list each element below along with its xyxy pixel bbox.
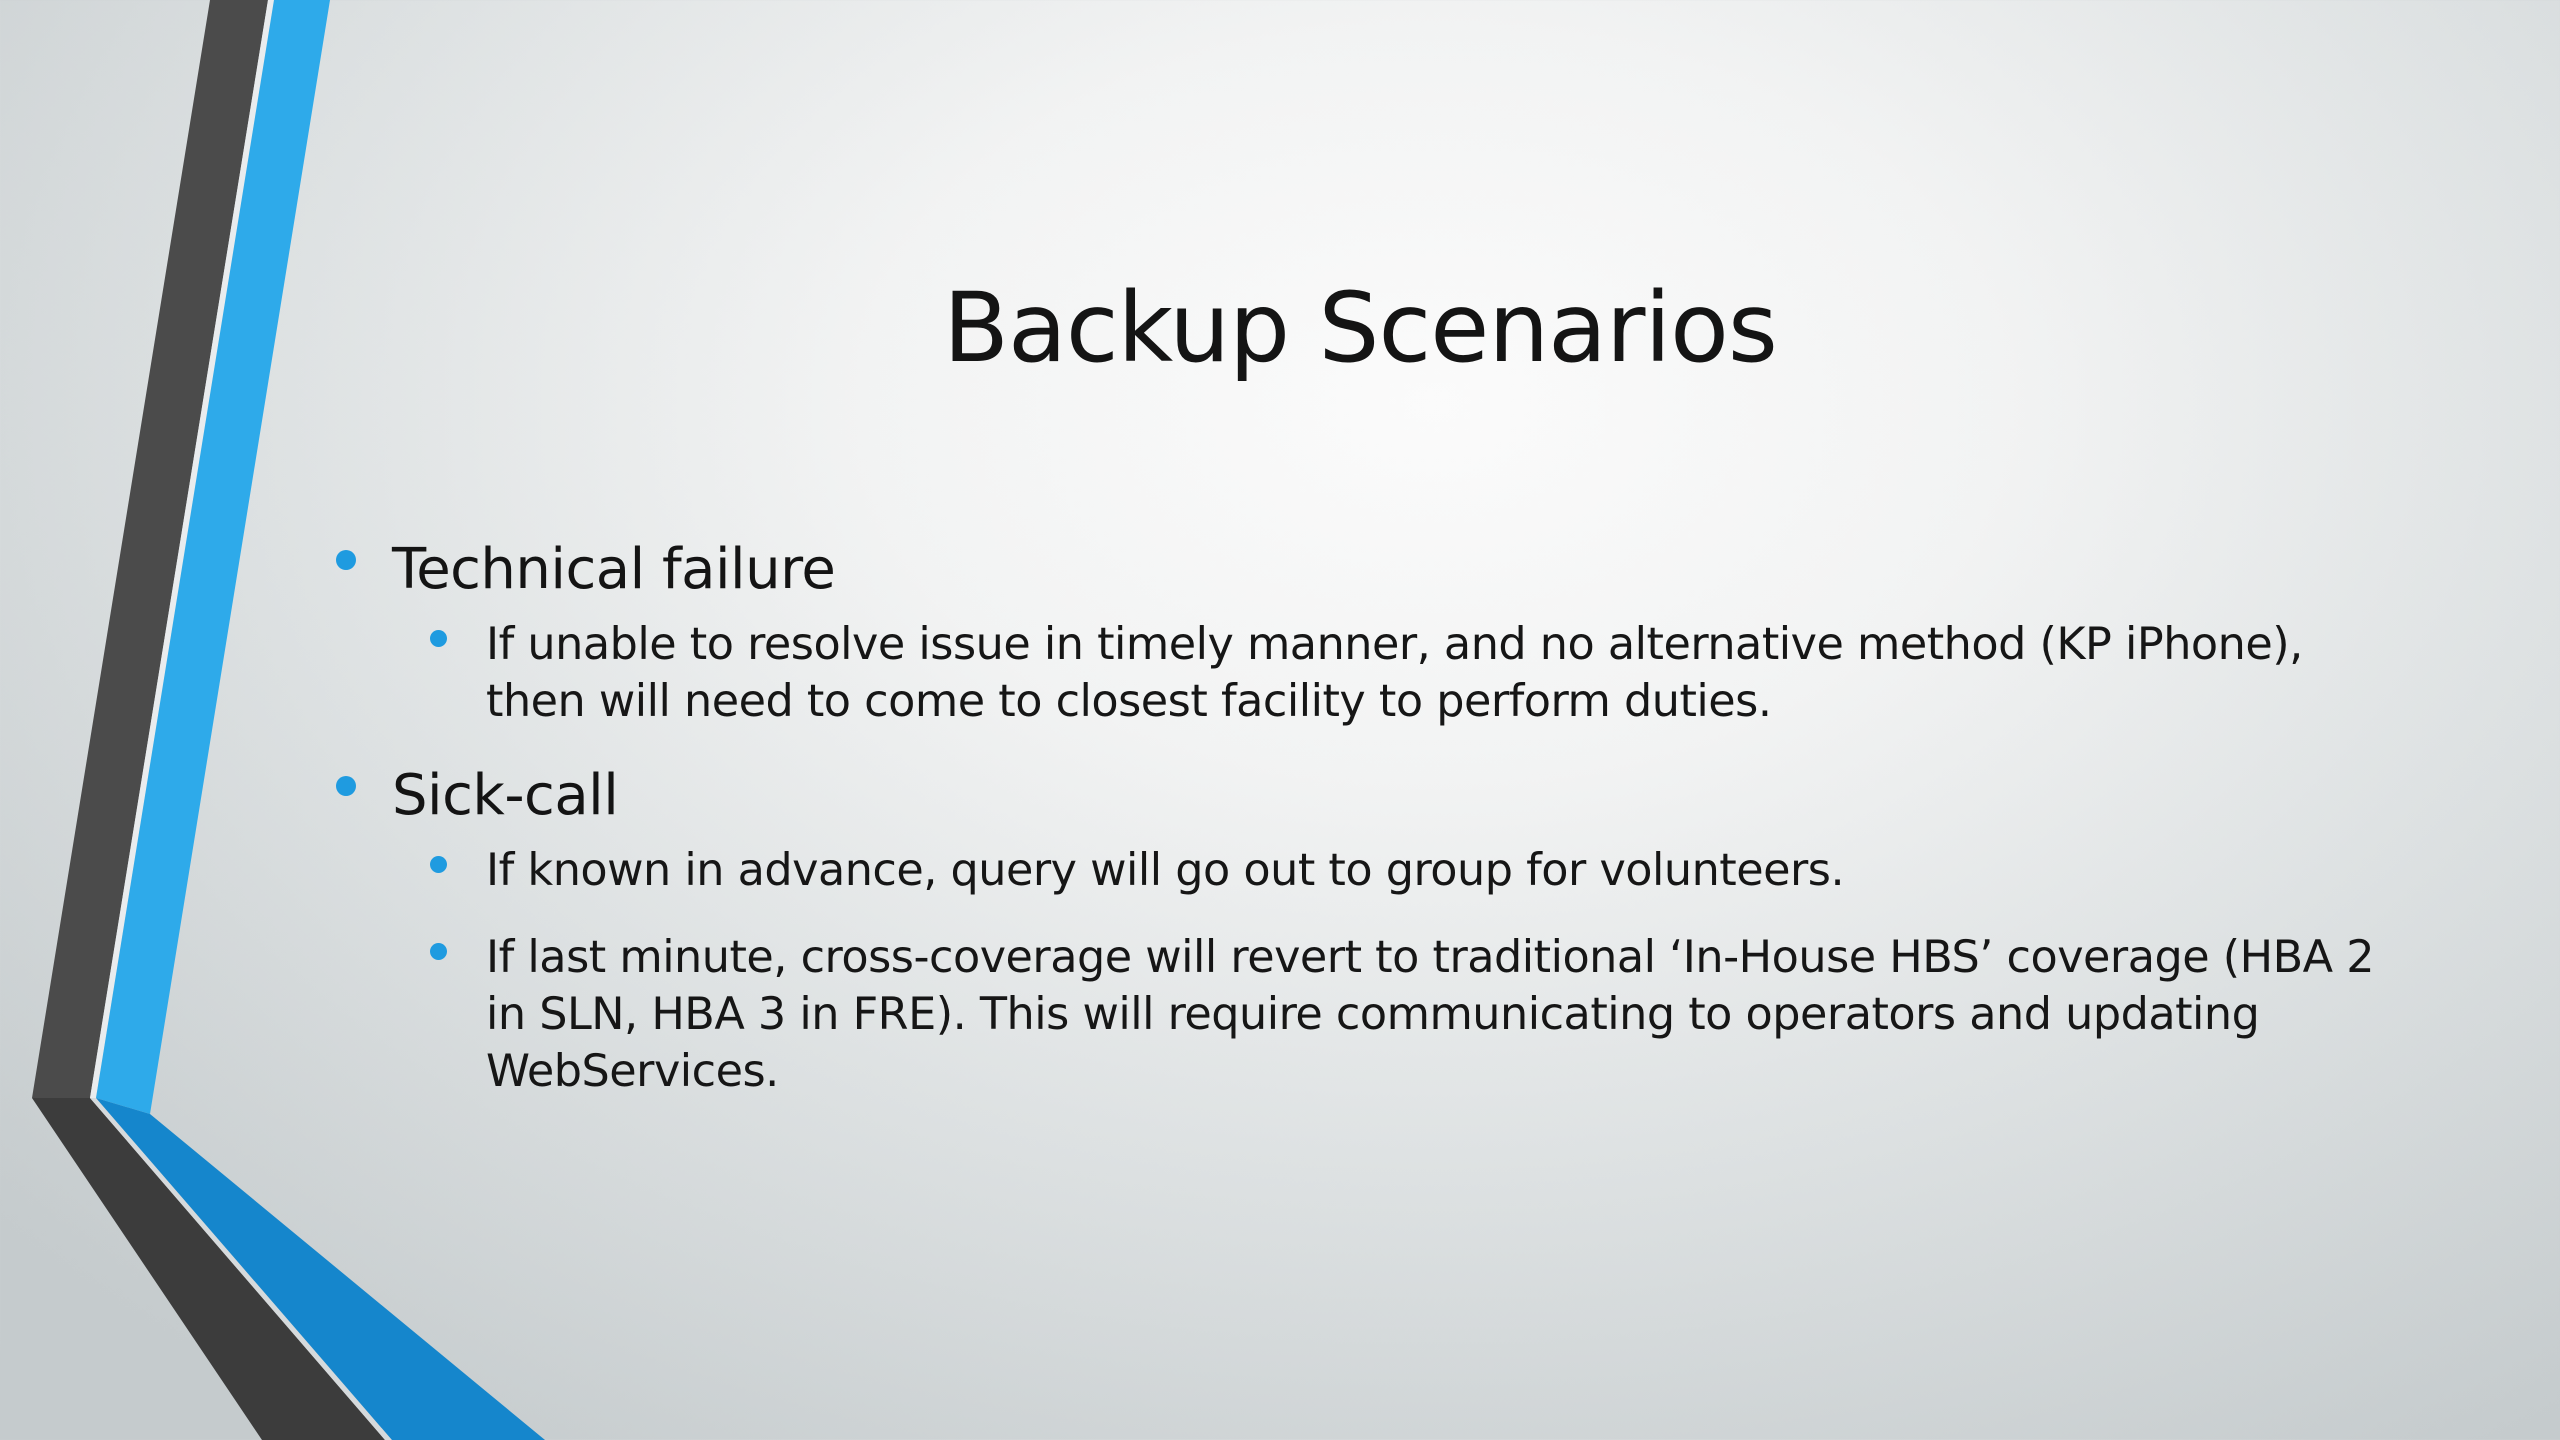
bullet-dot-icon bbox=[430, 943, 447, 960]
sub-bullet-text: If unable to resolve issue in timely manner, and no alternative method (KP iPhone), then will need to come to closest facility to perform duties. bbox=[486, 619, 2303, 727]
bullet-text: Sick-call bbox=[392, 763, 619, 828]
light-stripe-upper bbox=[90, 0, 274, 1098]
slide-title: Backup Scenarios bbox=[943, 272, 1777, 384]
sub-bullet-item bbox=[486, 616, 2408, 730]
bullet-dot-icon bbox=[430, 630, 447, 647]
sub-bullet-item bbox=[486, 929, 2408, 1100]
sub-bullet-text: If last minute, cross-coverage will revert to traditional ‘In-House HBS’ coverage (HBA 2 in SLN, HBA 3 in FRE). This will require communicating to operators and updating WebServices. bbox=[486, 932, 2375, 1097]
bullet-dot-icon bbox=[336, 776, 356, 796]
bullet-item-technical-failure bbox=[328, 528, 2408, 612]
bullet-dot-icon bbox=[336, 550, 356, 570]
bullet-list bbox=[328, 528, 2408, 1100]
sub-bullet-item bbox=[486, 842, 2408, 899]
bullet-text: Technical failure bbox=[392, 537, 836, 602]
bullet-dot-icon bbox=[430, 856, 447, 873]
sub-bullet-text: If known in advance, query will go out to group for volunteers. bbox=[486, 845, 1845, 896]
bullet-item-sick-call bbox=[328, 754, 2408, 838]
